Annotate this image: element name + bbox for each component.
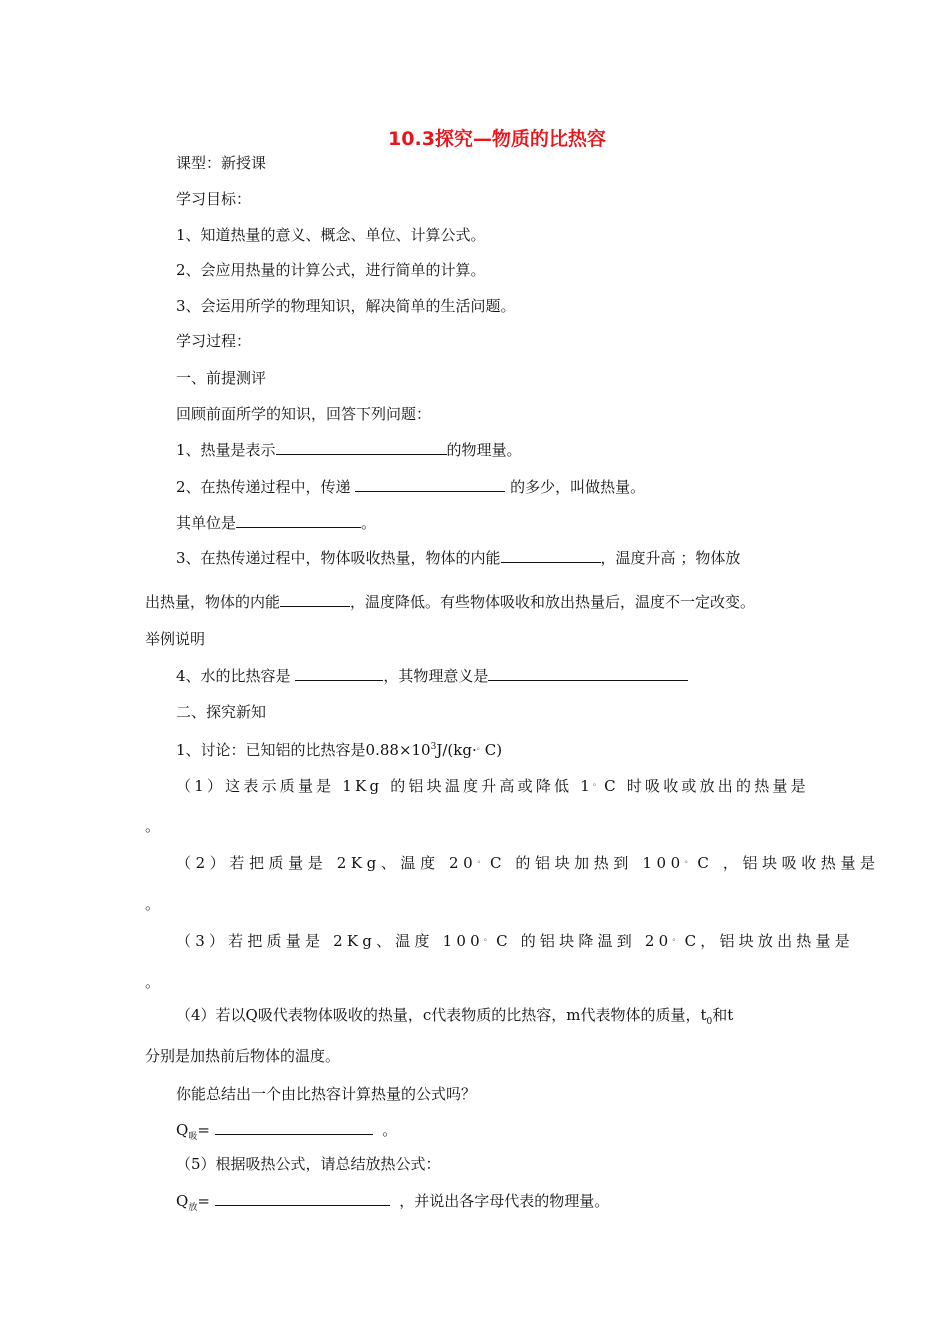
- question-text: ，其物理意义是: [383, 667, 489, 685]
- answer-blank[interactable]: [276, 438, 447, 455]
- answer-blank[interactable]: [355, 475, 505, 492]
- subscript: 放: [188, 1203, 198, 1213]
- question-1: [176, 438, 522, 461]
- degree-mark: 。: [592, 778, 605, 787]
- question-4: [176, 664, 688, 687]
- objective-item: 2、会应用热量的计算公式，进行简单的计算。: [176, 261, 486, 279]
- part-text: C 时吸收或放出的热量是: [604, 777, 809, 795]
- answer-blank[interactable]: [501, 546, 601, 563]
- part-5: （5）根据吸热公式，请总结放热公式：: [176, 1155, 441, 1173]
- objective-item: 3、会运用所学的物理知识，解决简单的生活问题。: [176, 297, 516, 315]
- part-text: （1）这表示质量是 1Kg 的铝块温度升高或降低 1: [176, 777, 593, 795]
- question-3-cont: [145, 590, 755, 613]
- question-text: 2、在热传递过程中，传递: [176, 478, 351, 496]
- question-3: [176, 546, 740, 569]
- part-text: C 的铝块加热到 100: [489, 854, 685, 872]
- part-text: 和t: [712, 1006, 734, 1024]
- part-3: [176, 927, 854, 952]
- exponent: 3: [430, 742, 437, 752]
- formula-text: =: [197, 1121, 210, 1139]
- question-text: 出热量，物体的内能: [145, 593, 281, 611]
- answer-blank[interactable]: [215, 1189, 390, 1206]
- part-2-end: 。: [145, 895, 161, 913]
- part-2: [176, 849, 880, 874]
- section2-heading: 二、探究新知: [176, 703, 267, 721]
- process-heading: 学习过程：: [176, 332, 252, 350]
- formula-release: [176, 1189, 609, 1219]
- question-text: 的物理量。: [446, 441, 522, 459]
- course-type: 课型：新授课: [176, 154, 267, 172]
- part-text: C ，铝块吸收热量是: [697, 854, 880, 872]
- degree-mark: 。: [483, 933, 497, 942]
- formula-text: =: [197, 1192, 210, 1210]
- formula-text: 。: [382, 1121, 398, 1139]
- part-text: （4）若以Q吸代表物体吸收的热量，c代表物质的比热容，m代表物体的质量，t: [176, 1006, 707, 1024]
- answer-blank[interactable]: [295, 664, 383, 681]
- answer-blank[interactable]: [280, 590, 350, 607]
- discussion-text: C): [484, 741, 503, 759]
- answer-blank[interactable]: [488, 664, 688, 681]
- discussion-text: J/(kg·: [436, 741, 477, 759]
- question-text: 4、水的比热容是: [176, 667, 291, 685]
- part-4-cont: 分别是加热前后物体的温度。: [145, 1047, 341, 1065]
- formula-text: Q: [176, 1192, 189, 1210]
- question-3-example: 举例说明: [145, 630, 206, 648]
- formula-text: ，并说出各字母代表的物理量。: [399, 1192, 610, 1210]
- degree-mark: 。: [476, 742, 485, 751]
- formula-text: Q: [176, 1121, 189, 1139]
- question-text: 1、热量是表示: [176, 441, 276, 459]
- part-text: （2）若把质量是 2Kg、温度 20: [176, 854, 478, 872]
- degree-mark: 。: [477, 855, 490, 864]
- section1-intro: 回顾前面所学的知识，回答下列问题：: [176, 405, 432, 423]
- question-text: 其单位是: [176, 514, 237, 532]
- question-text: 。: [361, 514, 377, 532]
- subscript: 0: [706, 1017, 713, 1027]
- question-text: ，温度升高 ；物体放: [600, 549, 741, 567]
- subscript: 吸: [188, 1132, 198, 1142]
- part-text: （3）若把质量是 2Kg、温度 100: [176, 932, 484, 950]
- question-text: 3、在热传递过程中，物体吸收热量，物体的内能: [176, 549, 501, 567]
- part-text: C，铝块放出热量是: [684, 932, 854, 950]
- part-3-end: 。: [145, 973, 161, 991]
- formula-absorb: [176, 1118, 397, 1148]
- degree-mark: 。: [672, 933, 685, 942]
- answer-blank[interactable]: [236, 511, 361, 528]
- question-2: [176, 475, 645, 498]
- summary-question: 你能总结出一个由比热容计算热量的公式吗？: [176, 1085, 477, 1103]
- section1-heading: 一、前提测评: [176, 369, 267, 387]
- part-1: [176, 772, 809, 797]
- part-1-end: 。: [145, 817, 161, 835]
- part-text: C 的铝块降温到 20: [496, 932, 673, 950]
- discussion-text: 1、讨论：已知铝的比热容是0.88×10: [176, 741, 431, 759]
- objective-item: 1、知道热量的意义、概念、单位、计算公式。: [176, 226, 486, 244]
- question-2-unit: [176, 511, 376, 534]
- degree-mark: 。: [684, 855, 698, 864]
- objectives-heading: 学习目标：: [176, 190, 252, 208]
- discussion-1: [176, 736, 502, 761]
- answer-blank[interactable]: [215, 1118, 373, 1135]
- question-text: 的多少，叫做热量。: [510, 478, 646, 496]
- page-title: 10.3探究—物质的比热容: [388, 128, 606, 150]
- question-text: ，温度降低。有些物体吸收和放出热量后，温度不一定改变。: [350, 593, 756, 611]
- part-4: [176, 1004, 733, 1033]
